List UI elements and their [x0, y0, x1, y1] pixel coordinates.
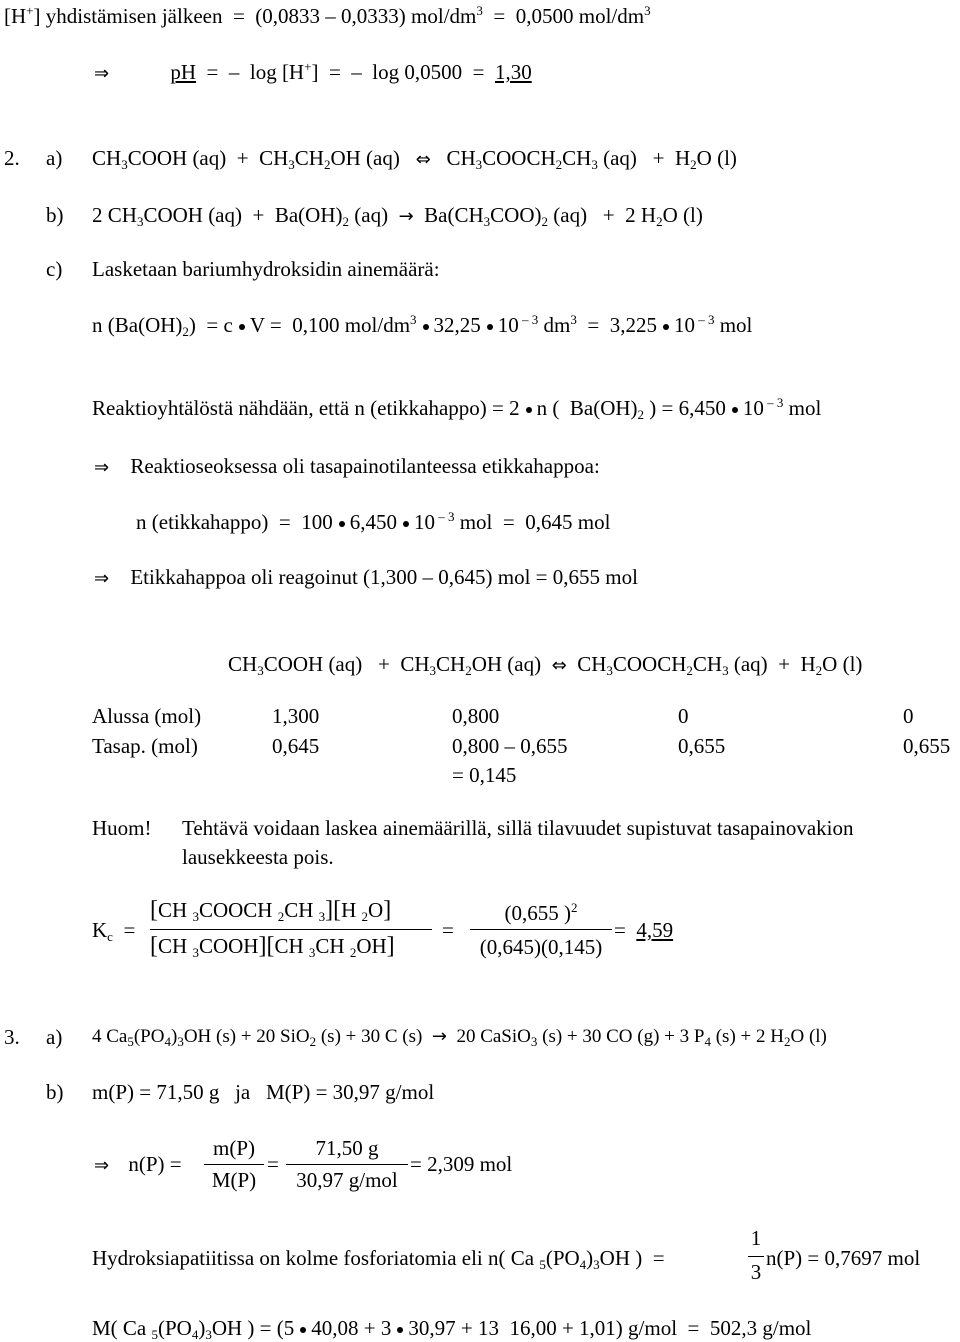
implies-arrow-icon: ⇒: [94, 1155, 110, 1176]
hydro-frac-den: 3: [750, 1260, 762, 1284]
kc-concentration-denominator: [CH $_3$COOH][CH $_3$CH $_2$OH]: [150, 933, 395, 960]
reaktioseos-line: [94, 456, 600, 477]
np-frac1-bar: [204, 1164, 264, 1165]
n-baoh2-line: n $(Ba(OH)_2) = c$ V = 0,100 mol/$dm^3$ 32,25 10 $^{- 3}$ $dm^3 = 3,225$ 10 $^{- 3}$ mol: [92, 312, 753, 339]
kc-label: $K_c$ =: [92, 918, 136, 944]
np-frac1-den: M(P): [211, 1168, 257, 1192]
q3a-equation: 4 $Ca_5(PO_4)_3OH$ (s) + 20 SiO$_2$ (s) + 30 C (s) → 20 CaSiO$_3$ (s) + 30 CO (g) + 3 $P_4$ (s) + 2 $H_2O$ (l): [92, 1026, 827, 1049]
np-line: [94, 1154, 182, 1175]
q2c-text: Lasketaan bariumhydroksidin ainemäärä:: [92, 257, 440, 281]
hydro-frac-num: 1: [750, 1226, 762, 1250]
cell-tasap-2-result: = 0,145: [452, 763, 517, 787]
q2a-equation: $CH_3COOH$ $(aq) + CH_3CH_2OH$ (aq) ⇔ $CH_3COOCH_2CH_3$ $(aq) + H_2O$ (l): [92, 146, 737, 172]
reaktioseos-text: Reaktioseoksessa oli tasapainotilanteessa etikkahappoa:: [130, 454, 600, 478]
table-equation: $CH_3COOH$ $(aq) + CH_3CH_2OH$ (aq) ⇔ $CH_3COOCH_2CH_3$ $(aq) + H_2O$ (l): [228, 652, 863, 678]
q3a-label: a): [46, 1025, 63, 1049]
q2a-label: a): [46, 146, 63, 170]
q2b-equation: 2 $CH_3COOH$ $(aq) + Ba(OH)_2$ $(aq) \to Ba(CH_3COO)_2$ (aq) + 2 $H_2O$ (l): [92, 203, 703, 229]
ph-value: 1,30: [494, 60, 532, 84]
equilibrium-arrow-icon: ⇔: [551, 655, 567, 676]
row-alussa-label: Alussa (mol): [92, 704, 202, 728]
q3b-line: m(P) = 71,50 g ja M(P) = 30,97 g/mol: [92, 1080, 435, 1104]
np-lhs: n(P) =: [128, 1152, 182, 1176]
cell-alussa-3: 0: [678, 704, 689, 728]
q2c-label: c): [46, 257, 63, 281]
etik-reagoinut-line: [94, 567, 638, 588]
n-etikkahappo-line: n (etikkahappo) = 100 6,450 10 $^{- 3}$ mol = 0,645 mol: [136, 509, 611, 534]
h-concentration-line: [H+] yhdistämisen jälkeen = (0,0833 – 0,0333) mol/$dm^3 = 0,0500$ mol/$dm^3$: [4, 3, 651, 28]
kc-fraction-bar-1: [150, 929, 432, 930]
q2b-label: b): [46, 203, 64, 227]
kc-value-denominator: (0,645)(0,145): [479, 935, 603, 959]
ph-label: pH: [170, 60, 197, 84]
cell-alussa-1: 1,300: [272, 704, 320, 728]
np-frac1-num: m(P): [213, 1136, 255, 1160]
huom-label: Huom!: [92, 816, 152, 840]
hydro-frac-bar: [748, 1256, 764, 1257]
row-tasap-label: Tasap. (mol): [92, 734, 198, 758]
kc-result-line: = 4,59: [614, 918, 674, 942]
q2-number: 2.: [4, 146, 20, 170]
implies-arrow-icon: ⇒: [94, 457, 110, 478]
cell-tasap-1: 0,645: [272, 734, 320, 758]
implies-arrow-icon: ⇒: [94, 568, 110, 589]
cell-alussa-2: 0,800: [452, 704, 500, 728]
equilibrium-arrow-icon: ⇔: [415, 149, 431, 170]
molar-mass-line: M( Ca $_5(PO_4)_3OH$ ) = (5 40,08 + 3 30,97 + 13 16,00 + 1,01) g/mol = 502,3 g/mol: [92, 1316, 812, 1342]
q3b-label: b): [46, 1080, 64, 1104]
cell-tasap-2: 0,800 – 0,655: [452, 734, 568, 758]
np-frac2-num: 71,50 g: [315, 1136, 379, 1160]
ph-line: ⇒ pH = – log [H+] = – log 0,0500 = 1,30: [94, 59, 532, 84]
q3-number: 3.: [4, 1025, 20, 1049]
cell-tasap-3: 0,655: [678, 734, 726, 758]
kc-fraction-bar-2: [470, 929, 612, 930]
reaction-arrow-icon: →: [398, 206, 414, 227]
hydro-line: Hydroksiapatiitissa on kolme fosforiatomia eli n( Ca $_5(PO_4)_3OH$ ) =: [92, 1246, 665, 1272]
np-equals: =: [267, 1152, 279, 1176]
etik-reagoinut-text: Etikkahappoa oli reagoinut (1,300 – 0,645) mol = 0,655 mol: [130, 565, 638, 589]
np-frac2-bar: [286, 1164, 408, 1165]
np-result: = 2,309 mol: [410, 1152, 513, 1176]
kc-value-numerator: (0,655 )$^2$: [504, 900, 578, 925]
kc-result: 4,59: [636, 918, 674, 942]
implies-arrow-icon: ⇒: [94, 63, 110, 84]
huom-line1: Tehtävä voidaan laskea ainemäärillä, sillä tilavuudet supistuvat tasapainovakion: [182, 816, 854, 840]
kc-equals: =: [442, 918, 454, 942]
cell-tasap-4: 0,655: [903, 734, 951, 758]
hydro-rest: n(P) = 0,7697 mol: [766, 1246, 921, 1270]
huom-line2: lausekkeesta pois.: [182, 845, 334, 869]
kc-concentration-numerator: [CH $_3$COOCH $_2$CH $_3$][H $_2$O]: [150, 897, 392, 924]
cell-alussa-4: 0: [903, 704, 914, 728]
np-frac2-den: 30,97 g/mol: [296, 1168, 398, 1192]
reaction-arrow-icon: →: [431, 1026, 447, 1047]
reaktio-line: Reaktioyhtälöstä nähdään, että n (etikkahappo) = 2 n ( $Ba(OH)_2$ ) = 6,450 10 $^{- 3}$ mol: [92, 395, 822, 422]
